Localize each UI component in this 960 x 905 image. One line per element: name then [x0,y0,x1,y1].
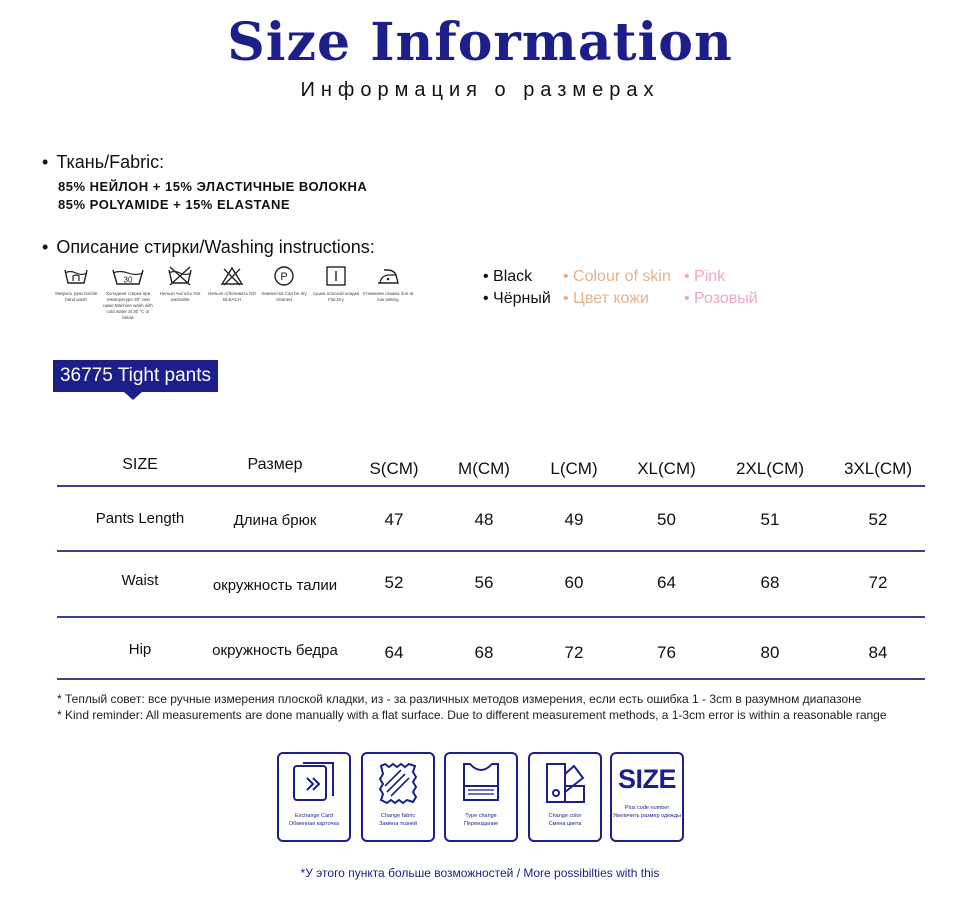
service-card-fabric [361,752,435,842]
table-header-m: M(CM) [458,459,510,478]
service-card-color [528,752,602,842]
service-caption [612,804,682,820]
note-ru: * Теплый совет: все ручные измерения плоской кладки, из - за различных методов измерения, если есть ошибка 1 - 3cm в разумном диапазоне [57,692,862,706]
service-caption-ru: Обменная карточка [288,821,340,827]
table-header-size: SIZE [122,456,158,473]
wash-caption: Холодная стирка при температуре 30° или ниже Machine wash with cold water at 30 °C or below [103,291,153,320]
note-en: * Kind reminder: All measurements are done manually with a flat surface. Due to different measurement methods, a 1-3cm error is within a reasonable range [57,708,887,722]
dry-clean-label: P [280,271,288,283]
service-caption-en: Change color [548,813,582,819]
table-cell: 72 [564,643,584,662]
color-skin-ru: • Цвет кожи [563,288,671,310]
service-caption-ru: Замена тканей [378,821,418,827]
no-bleach-icon [218,265,246,287]
table-cell: 64 [657,573,676,592]
color-pink [684,266,758,310]
table-cell: 76 [657,643,676,662]
service-caption-ru: Увеличить размер одежды [612,813,682,819]
exchange-card-icon [291,760,337,806]
service-caption-en: Exchange Card [295,813,333,819]
machine-wash-30-icon [111,265,145,287]
table-cell: 47 [384,510,404,529]
row-label-en: Waist [121,572,159,589]
table-cell: 52 [868,510,888,529]
change-fabric-icon [375,760,421,806]
wash-item [154,265,206,325]
row-label-ru: Длина брюк [233,512,317,529]
service-caption-en: Change fabric [380,813,416,819]
table-divider [57,678,925,680]
color-black-en: • Black [483,266,551,288]
table-divider [57,616,925,618]
hand-wash-icon [62,265,90,287]
wash-caption: Утюжение глажка iron at low setting [362,291,414,302]
service-caption [530,812,600,828]
service-card-size [610,752,684,842]
change-color-icon [542,760,588,806]
service-caption-ru: Переиздание [463,821,499,827]
do-not-wash-icon [166,265,194,287]
service-caption-ru: Смена цвета [548,821,582,827]
table-cell: 68 [474,643,494,662]
wash-caption: Умерить руки Gentle hand wash [54,291,98,302]
table-header-xl: XL(CM) [637,459,696,478]
table-divider [57,550,925,552]
table-cell: 50 [657,510,676,529]
table-cell: 56 [474,573,494,592]
color-pink-en: • Pink [684,266,758,288]
table-cell: 84 [868,643,888,662]
wash-item [206,265,258,325]
washing-icons-row [50,265,420,325]
size-icon: SIZE [617,764,676,794]
row-label-ru: окружность бедра [212,642,338,659]
page-title: Size Information [227,12,733,73]
service-caption [279,812,349,828]
table-cell: 51 [760,510,780,529]
table-cell: 48 [474,510,494,529]
footer-note: *У этого пункта больше возможностей / More possibilties with this [300,866,660,880]
product-label-pointer [124,392,142,400]
wash-item [50,265,102,325]
washing-heading: • Описание стирки/Washing instructions: [42,237,375,258]
row-label-en: Pants Length [95,510,185,527]
wash-caption: Нельзя чистить Not washable [159,291,201,302]
color-skin [563,266,671,310]
dry-clean-icon [270,265,298,287]
table-header-s: S(CM) [369,459,419,478]
wash-item [362,265,414,325]
wash-item [102,265,154,325]
table-cell: 68 [760,573,780,592]
service-caption-en: Type change [465,813,497,819]
table-cell: 80 [760,643,780,662]
page-subtitle: Информация о размерах [300,79,660,101]
color-pink-ru: • Розовый [684,288,758,310]
color-skin-en: • Colour of skin [563,266,671,288]
fabric-heading: • Ткань/Fabric: [42,152,164,173]
table-header-razmer: Размер [247,456,303,473]
service-caption-en: Plus code number [624,805,670,811]
table-header-l: L(CM) [550,459,598,478]
service-caption [363,812,433,828]
iron-low-icon [374,265,402,287]
fabric-line-en: 85% POLYAMIDE + 15% ELASTANE [58,197,291,212]
table-cell: 52 [384,573,404,592]
table-cell: 49 [564,510,584,529]
wash-caption: Нельзя отбеливать NO BLEACH [208,291,256,302]
service-caption [446,812,516,828]
wash-item [258,265,310,325]
table-cell: 64 [384,643,404,662]
fabric-line-ru: 85% НЕЙЛОН + 15% ЭЛАСТИЧНЫЕ ВОЛОКНА [58,179,368,194]
table-cell: 60 [564,573,584,592]
color-black-ru: • Чёрный [483,288,551,310]
type-change-icon [458,760,504,806]
table-divider [57,485,925,487]
service-card-exchange [277,752,351,842]
color-black [483,266,551,310]
wash-temp-label: 30 [123,275,133,285]
wash-caption: Химчистка Can be dry cleaned [261,291,307,302]
service-card-type [444,752,518,842]
wash-item [310,265,362,325]
wash-caption: сушка плоской кладки Flat Dry [312,291,360,302]
row-label-ru: окружность талии [212,577,338,594]
flat-dry-icon [322,265,350,287]
table-header-2xl: 2XL(CM) [735,459,804,478]
table-header-3xl: 3XL(CM) [843,459,912,478]
table-cell: 72 [868,573,888,592]
product-label: 36775 Tight pants [53,360,218,392]
row-label-en: Hip [128,641,152,658]
